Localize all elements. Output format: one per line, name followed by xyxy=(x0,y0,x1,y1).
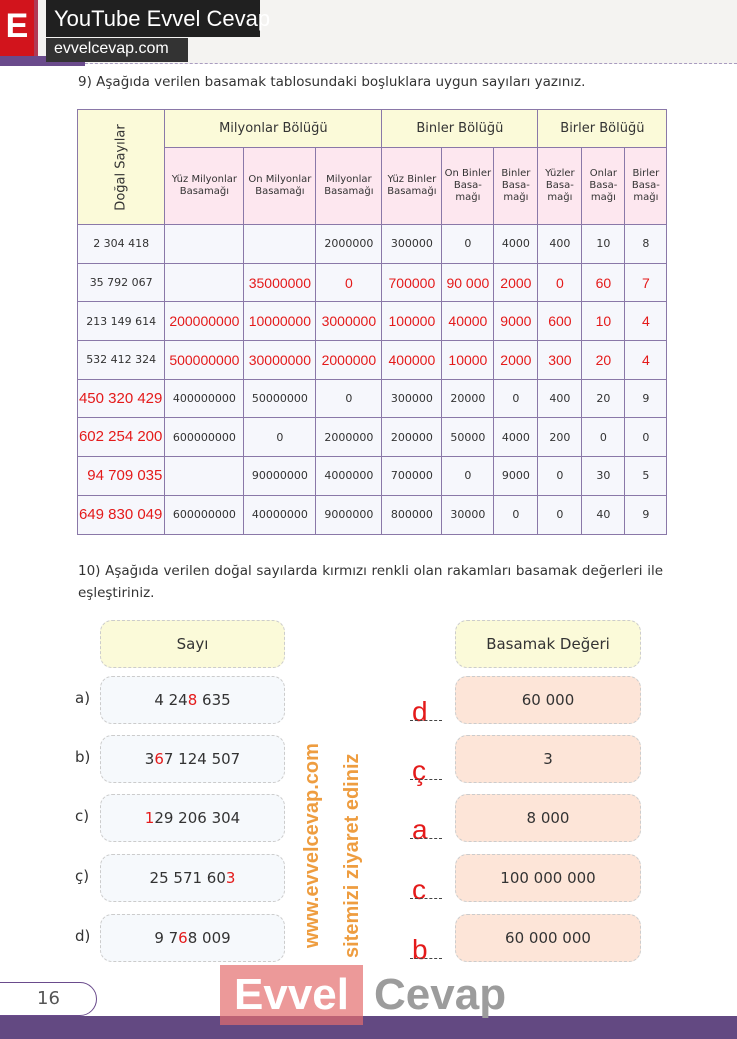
value-cell xyxy=(538,457,582,496)
answer-letter: b xyxy=(412,934,428,965)
cell-text: 4000 xyxy=(501,237,530,251)
cell-text: 5 xyxy=(642,469,650,483)
cell-text: 300000 xyxy=(390,237,433,251)
question-10: 10) Aşağıda verilen doğal sayılarda kırmızı renkli olan rakamları basamak değerleri ile eşleştiriniz. xyxy=(78,563,663,601)
value-cell xyxy=(582,302,625,341)
cell-text: 2000000 xyxy=(324,430,374,444)
cell-text: 200000 xyxy=(390,430,433,444)
value-cell xyxy=(382,302,442,341)
item-label: ç) xyxy=(75,867,90,885)
cell-text: 300 xyxy=(548,351,572,368)
value-cell xyxy=(165,495,244,534)
value-cell xyxy=(382,457,442,496)
value-cell xyxy=(625,457,667,496)
cell-text: 0 xyxy=(556,508,564,522)
answer-letter: d xyxy=(412,696,428,727)
number-part: 635 xyxy=(197,691,231,709)
cell-text: 3000000 xyxy=(321,313,377,330)
cell-text: 100000 xyxy=(388,313,436,330)
cell-text: 400 xyxy=(549,392,571,406)
value-cell xyxy=(244,418,316,457)
value-cell xyxy=(442,302,494,341)
column-header: Milyonlar Basamağı xyxy=(316,148,382,225)
value-cell xyxy=(442,263,494,302)
cell-text: 4000 xyxy=(501,430,530,444)
cell-text: 50000000 xyxy=(251,392,308,406)
brand-logo-evvel: Evvel xyxy=(220,965,363,1025)
cell-text: 450 320 429 xyxy=(78,389,163,407)
cell-text: 600 xyxy=(548,313,572,330)
cell-text: 90000000 xyxy=(251,469,308,483)
cell-text: 0 xyxy=(642,430,650,444)
value-cell xyxy=(244,302,316,341)
value-cell xyxy=(625,341,667,380)
value-cell xyxy=(538,379,582,418)
cell-text: 30000000 xyxy=(248,351,312,368)
value-cell xyxy=(165,225,244,264)
answer-blank xyxy=(410,838,442,839)
number-cell xyxy=(78,418,165,457)
cell-text: 50000 xyxy=(450,430,486,444)
cell-text: 9 xyxy=(642,392,650,406)
cell-text: 10 xyxy=(596,237,611,251)
value-cell xyxy=(625,379,667,418)
column-header: Yüz Milyonlar Basamağı xyxy=(165,148,244,225)
cell-text: 4000000 xyxy=(324,469,374,483)
cell-text: 0 xyxy=(276,430,284,444)
number-cell xyxy=(78,379,165,418)
table-row xyxy=(78,263,667,302)
cell-text: 0 xyxy=(512,392,520,406)
red-digit: 6 xyxy=(178,929,188,947)
red-digit: 1 xyxy=(144,809,155,827)
number-cell xyxy=(78,225,165,264)
table-row xyxy=(78,225,667,264)
cell-text: 0 xyxy=(556,469,564,483)
cell-text: 400 xyxy=(549,237,571,251)
value-cell xyxy=(316,495,382,534)
cell-text: 10000000 xyxy=(248,313,312,330)
value-cell xyxy=(382,418,442,457)
place-value-box: 8 000 xyxy=(455,794,641,842)
value-cell xyxy=(494,341,538,380)
cell-text: 200000000 xyxy=(169,313,240,330)
value-cell xyxy=(165,302,244,341)
answer-blank xyxy=(410,958,442,959)
value-cell xyxy=(165,418,244,457)
answer-letter: ç xyxy=(412,755,426,786)
cell-text: 30000 xyxy=(450,508,486,522)
value-cell xyxy=(442,225,494,264)
corner-header: Doğal Sayılar xyxy=(78,110,165,225)
cell-text: 2 304 418 xyxy=(93,237,150,251)
value-cell xyxy=(316,341,382,380)
number-part: 9 7 xyxy=(154,929,179,947)
value-cell xyxy=(538,341,582,380)
cell-text: 10 xyxy=(595,313,612,330)
value-cell xyxy=(494,495,538,534)
value-cell xyxy=(494,225,538,264)
number-box xyxy=(100,735,285,783)
cell-text: 7 xyxy=(641,274,650,291)
red-digit: 8 xyxy=(187,691,198,709)
value-cell xyxy=(442,457,494,496)
number-part: 7 124 507 xyxy=(163,750,241,768)
table-row xyxy=(78,457,667,496)
number-part: 25 571 60 xyxy=(149,869,226,887)
column-header: Onlar Basa-mağı xyxy=(582,148,625,225)
cell-text: 40000000 xyxy=(251,508,308,522)
cell-text: 532 412 324 xyxy=(86,353,157,367)
cell-text: 300000 xyxy=(390,392,433,406)
answer-letter: c xyxy=(412,874,426,905)
value-cell xyxy=(494,263,538,302)
table-row xyxy=(78,418,667,457)
cell-text: 2000 xyxy=(500,274,532,291)
cell-text: 0 xyxy=(555,274,564,291)
column-header: On Milyonlar Basamağı xyxy=(244,148,316,225)
value-cell xyxy=(382,379,442,418)
value-cell xyxy=(316,302,382,341)
cell-text: 9000000 xyxy=(324,508,374,522)
cell-text: 8 xyxy=(642,237,650,251)
cell-text: 600000000 xyxy=(172,430,236,444)
value-cell xyxy=(538,302,582,341)
cell-text: 60 xyxy=(595,274,612,291)
value-cell xyxy=(582,379,625,418)
value-cell xyxy=(244,495,316,534)
answer-letter: a xyxy=(412,814,428,845)
item-label: a) xyxy=(75,689,91,707)
number-part: 29 206 304 xyxy=(154,809,241,827)
answer-blank xyxy=(410,720,442,721)
table-row xyxy=(78,379,667,418)
value-cell xyxy=(538,495,582,534)
value-cell xyxy=(244,263,316,302)
column-header: Yüzler Basa-mağı xyxy=(538,148,582,225)
cell-text: 2000 xyxy=(500,351,532,368)
number-box xyxy=(100,676,285,724)
watermark: www.evvelcevap.com xyxy=(301,743,323,948)
number-part: 4 24 xyxy=(154,691,188,709)
cell-text: 400000000 xyxy=(172,392,236,406)
number-cell xyxy=(78,457,165,496)
cell-text: 4 xyxy=(641,313,650,330)
place-value-box: 60 000 000 xyxy=(455,914,641,962)
cell-text: 9 xyxy=(642,508,650,522)
value-cell xyxy=(582,341,625,380)
value-cell xyxy=(625,418,667,457)
cell-text: 0 xyxy=(464,237,472,251)
cell-text: 0 xyxy=(344,274,353,291)
value-cell xyxy=(244,379,316,418)
value-cell xyxy=(382,263,442,302)
footer-band xyxy=(0,1016,737,1039)
logo: E xyxy=(0,0,38,56)
cell-text: 35000000 xyxy=(248,274,312,291)
cell-text: 2000000 xyxy=(324,237,374,251)
page-number: 16 xyxy=(0,982,97,1016)
number-cell xyxy=(78,495,165,534)
item-label: b) xyxy=(75,748,91,766)
cell-text: 30 xyxy=(596,469,611,483)
watermark: sitemizi ziyaret ediniz xyxy=(341,753,363,958)
value-cell xyxy=(582,418,625,457)
cell-text: 800000 xyxy=(390,508,433,522)
number-box xyxy=(100,854,285,902)
number-part: 8 009 xyxy=(187,929,231,947)
value-cell xyxy=(316,457,382,496)
question-9: 9) Aşağıda verilen basamak tablosundaki boşluklara uygun sayıları yazınız. xyxy=(78,74,586,90)
youtube-channel-label: YouTube Evvel Cevap xyxy=(46,0,260,37)
place-value-box: 60 000 xyxy=(455,676,641,724)
value-cell xyxy=(494,457,538,496)
table-row xyxy=(78,341,667,380)
cell-text: 213 149 614 xyxy=(86,314,157,328)
cell-text: 0 xyxy=(345,392,353,406)
place-value-box: 100 000 000 xyxy=(455,854,641,902)
value-cell xyxy=(382,495,442,534)
number-cell xyxy=(78,341,165,380)
value-cell xyxy=(494,302,538,341)
site-label: evvelcevap.com xyxy=(46,38,188,62)
column-header: Birler Basa-mağı xyxy=(625,148,667,225)
brand-logo-cevap: Cevap xyxy=(374,970,507,1019)
table-row xyxy=(78,302,667,341)
cell-text: 9000 xyxy=(501,469,530,483)
cell-text: 700000 xyxy=(388,274,436,291)
group-header: Birler Bölüğü xyxy=(538,110,667,148)
value-cell xyxy=(494,379,538,418)
cell-text: 40000 xyxy=(448,313,488,330)
value-cell xyxy=(244,457,316,496)
place-value-table xyxy=(77,109,667,535)
cell-text: 602 254 200 xyxy=(78,428,163,446)
value-cell xyxy=(582,457,625,496)
cell-text: 200 xyxy=(549,430,571,444)
cell-text: 9000 xyxy=(500,313,532,330)
left-header: Sayı xyxy=(100,620,285,668)
value-cell xyxy=(582,495,625,534)
number-part: 3 xyxy=(144,750,155,768)
value-cell xyxy=(538,225,582,264)
cell-text: 0 xyxy=(512,508,520,522)
place-value-box: 3 xyxy=(455,735,641,783)
cell-text: 2000000 xyxy=(321,351,377,368)
cell-text: 0 xyxy=(599,430,607,444)
value-cell xyxy=(165,263,244,302)
value-cell xyxy=(625,225,667,264)
value-cell xyxy=(442,379,494,418)
right-header: Basamak Değeri xyxy=(455,620,641,668)
value-cell xyxy=(442,418,494,457)
column-header: Yüz Binler Basamağı xyxy=(382,148,442,225)
value-cell xyxy=(165,379,244,418)
item-label: c) xyxy=(75,807,90,825)
cell-text: 10000 xyxy=(448,351,488,368)
value-cell xyxy=(442,495,494,534)
number-box xyxy=(100,914,285,962)
answer-blank xyxy=(410,779,442,780)
value-cell xyxy=(625,263,667,302)
cell-text: 400000 xyxy=(388,351,436,368)
cell-text: 4 xyxy=(641,351,650,368)
value-cell xyxy=(442,341,494,380)
value-cell xyxy=(244,341,316,380)
number-cell xyxy=(78,302,165,341)
cell-text: 94 709 035 xyxy=(87,467,163,485)
cell-text: 20000 xyxy=(450,392,486,406)
group-header: Binler Bölüğü xyxy=(382,110,538,148)
number-box xyxy=(100,794,285,842)
cell-text: 500000000 xyxy=(169,351,240,368)
value-cell xyxy=(382,341,442,380)
column-header: On Binler Basa-mağı xyxy=(442,148,494,225)
value-cell xyxy=(165,457,244,496)
cell-text: 90 000 xyxy=(446,274,490,291)
value-cell xyxy=(316,418,382,457)
group-header: Milyonlar Bölüğü xyxy=(165,110,382,148)
answer-blank xyxy=(410,898,442,899)
value-cell xyxy=(316,225,382,264)
cell-text: 600000000 xyxy=(172,508,236,522)
column-header: Binler Basa-mağı xyxy=(494,148,538,225)
red-digit: 6 xyxy=(154,750,164,768)
cell-text: 20 xyxy=(595,351,612,368)
cell-text: 35 792 067 xyxy=(89,276,153,290)
cell-text: 700000 xyxy=(390,469,433,483)
red-digit: 3 xyxy=(225,869,236,887)
value-cell xyxy=(582,225,625,264)
value-cell xyxy=(316,263,382,302)
number-cell xyxy=(78,263,165,302)
value-cell xyxy=(625,495,667,534)
value-cell xyxy=(625,302,667,341)
value-cell xyxy=(382,225,442,264)
value-cell xyxy=(538,418,582,457)
cell-text: 20 xyxy=(596,392,611,406)
value-cell xyxy=(165,341,244,380)
value-cell xyxy=(582,263,625,302)
cell-text: 649 830 049 xyxy=(78,505,163,523)
cell-text: 40 xyxy=(596,508,611,522)
value-cell xyxy=(316,379,382,418)
value-cell xyxy=(244,225,316,264)
cell-text: 0 xyxy=(464,469,472,483)
value-cell xyxy=(538,263,582,302)
value-cell xyxy=(494,418,538,457)
table-row xyxy=(78,495,667,534)
item-label: d) xyxy=(75,927,91,945)
